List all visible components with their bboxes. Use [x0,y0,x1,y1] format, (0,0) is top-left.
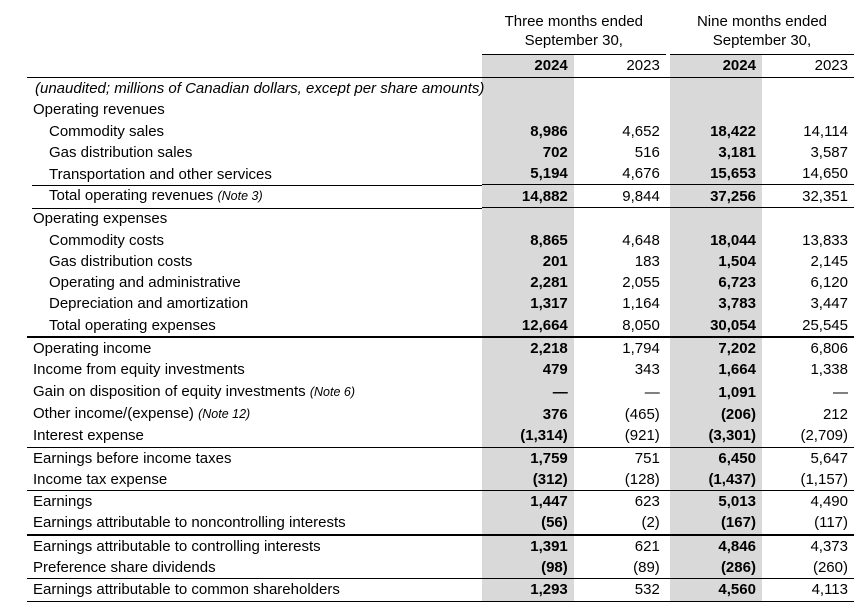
row-label-operating-income [27,338,482,359]
cell-value-c2 [670,208,762,229]
header-group-row [27,12,854,51]
header-year-three-months-2024: 2024 [482,55,574,78]
cell-value-c0: 2,281 [482,272,574,293]
row-label-other-income-expense [27,403,482,425]
cell-value-c0 [482,99,574,120]
row-label-depreciation-and-amortization [27,293,482,314]
row-label-text: Income tax expense [33,470,168,488]
cell-value-c1 [574,208,666,229]
cell-value-c0: (1,314) [482,425,574,447]
cell-value-c2: 7,202 [670,338,762,359]
statement-caption: (unaudited; millions of Canadian dollars, except per share amounts) [35,80,485,97]
caption-shade-cell-1 [670,78,762,99]
cell-value-c2: 4,560 [670,579,762,601]
cell-value-c2: (167) [670,512,762,534]
cell-value-c0: (56) [482,512,574,534]
cell-value-c1: (2) [641,514,660,532]
row-label-text: Commodity costs [49,231,165,249]
cell-value-c2 [670,99,762,120]
caption-shade-cell-0 [482,78,574,99]
cell-value-c0: 1,293 [482,579,574,601]
cell-value-c2: 15,653 [670,163,762,185]
cell-value-c3: (1,157) [800,470,848,488]
cell-value-c1 [574,99,666,120]
cell-value-c1: 8,050 [622,316,660,334]
row-label-text: Commodity sales [49,122,165,140]
row-label-operating-revenues [27,99,482,120]
cell-value-c1: (465) [624,405,660,423]
row-label-operating-and-administrative [27,272,482,293]
cell-value-c0: 8,986 [482,121,574,142]
cell-value-c0: 5,194 [482,163,574,185]
cell-value-c2: 30,054 [670,315,762,337]
cell-value-c1: — [644,383,660,401]
cell-value-c3: 5,647 [810,449,848,467]
table-row [27,185,854,207]
cell-value-c1: 532 [634,581,660,599]
header-year-three-months-2023: 2023 [626,57,660,74]
table-row [27,315,854,337]
cell-value-c0: 1,759 [482,448,574,469]
row-note-reference: (Note 3) [217,189,263,204]
cell-value-c2: 3,181 [670,142,762,163]
cell-value-c1: (921) [624,427,660,445]
table-row [27,536,854,557]
row-label-text: Earnings attributable to noncontrolling interests [33,514,346,532]
table-row [27,512,854,534]
row-label-income-tax-expense [27,469,482,491]
cell-value-c3: 1,338 [810,361,848,379]
row-label-text: Operating revenues [33,101,165,119]
cell-value-c0: 14,882 [482,185,574,207]
table-row [27,99,854,120]
cell-value-c3: 3,587 [810,143,848,161]
row-label-total-operating-expenses [27,315,482,337]
cell-value-c2: 6,450 [670,448,762,469]
cell-value-c2: 3,783 [670,293,762,314]
header-year-blank [27,55,482,78]
cell-value-c2: (1,437) [670,469,762,491]
cell-value-c3 [762,99,854,120]
cell-value-c0: — [482,381,574,403]
row-label-income-from-equity-investments [27,359,482,380]
row-label-text: Depreciation and amortization [49,295,249,313]
row-label-text: Interest expense [33,427,144,445]
cell-value-c0 [482,208,574,229]
cell-value-c3: 212 [822,405,848,423]
cell-value-c1: 1,164 [622,295,660,313]
row-label-commodity-costs [27,230,482,251]
cell-value-c3: 3,447 [810,295,848,313]
cell-value-c0: 8,865 [482,230,574,251]
row-label-text: Transportation and other services [49,165,272,183]
header-group-three-months [482,12,666,51]
cell-value-c0: 702 [482,142,574,163]
table-row [27,121,854,142]
header-year-nine-months-2023: 2023 [814,57,848,74]
cell-value-c3: 6,806 [810,340,848,358]
cell-value-c2: 37,256 [670,185,762,207]
row-label-text: Operating and administrative [49,274,241,292]
cell-value-c3: 14,650 [802,165,848,183]
table-row [27,208,854,229]
cell-value-c2: (286) [670,557,762,579]
cell-value-c1: 343 [634,361,660,379]
row-label-earnings-attributable-to-controlling-interests [27,536,482,557]
row-label-earnings [27,491,482,512]
row-label-text: Gas distribution sales [49,143,193,161]
cell-value-c3: (2,709) [800,427,848,445]
row-label-total-operating-revenues [27,185,482,207]
row-label-gas-distribution-sales [27,142,482,163]
row-label-earnings-before-income-taxes [27,448,482,469]
row-label-text: Earnings before income taxes [33,449,232,467]
cell-value-c3: 14,114 [803,122,848,140]
cell-value-c1: 623 [634,493,660,511]
table-row [27,469,854,491]
row-label-earnings-attributable-to-noncontrolling-interests [27,512,482,534]
cell-value-c2: 18,044 [670,230,762,251]
header-group-three-months-line2: September 30, [524,32,623,49]
cell-value-c1: 751 [634,449,660,467]
table-body [27,78,854,602]
cell-value-c2: 1,504 [670,251,762,272]
cell-value-c1: 2,055 [622,274,660,292]
cell-value-c2: 1,664 [670,359,762,380]
row-label-commodity-sales [27,121,482,142]
table-row [27,142,854,163]
table-row [27,557,854,579]
cell-value-c1: 621 [634,537,660,555]
row-label-gain-on-disposition-of-equity-investments [27,381,482,403]
cell-value-c1: 9,844 [622,187,660,205]
table-row [27,293,854,314]
cell-value-c0: (98) [482,557,574,579]
cell-value-c1: 1,794 [622,340,660,358]
table-row [27,359,854,380]
row-label-text: Income from equity investments [33,361,245,379]
row-note-reference: (Note 6) [309,384,355,399]
row-label-earnings-attributable-to-common-shareholders [27,579,482,601]
table-row [27,381,854,403]
cell-value-c1: 4,652 [622,122,660,140]
row-label-text: Earnings attributable to common shareholders [33,581,340,599]
header-group-nine-months-line1: Nine months ended [696,13,828,30]
cell-value-c2: 18,422 [670,121,762,142]
row-label-text: Earnings [33,493,93,511]
table-row [27,403,854,425]
caption-row [27,78,854,99]
cell-value-c3: 4,373 [810,537,848,555]
header-blank [27,12,482,51]
cell-value-c0: 201 [482,251,574,272]
row-label-text: Total operating revenues [49,187,214,205]
table-row [27,251,854,272]
table-row [27,338,854,359]
cell-value-c1: 4,676 [622,165,660,183]
caption-blank-cell [762,78,854,99]
table-row [27,579,854,601]
table-row [27,272,854,293]
header-year-nine-months-2024: 2024 [670,55,762,78]
table-header [27,12,854,78]
financial-table [27,12,854,602]
cell-value-c1: (128) [624,470,660,488]
cell-value-c3: 2,145 [810,252,848,270]
cell-value-c2: 4,846 [670,536,762,557]
row-label-transportation-and-other-services [27,163,482,185]
table-row [27,230,854,251]
row-label-preference-share-dividends [27,557,482,579]
cell-value-c0: 1,447 [482,491,574,512]
income-statement [0,12,857,599]
cell-value-c1: 183 [634,252,660,270]
row-label-text: Operating income [33,340,152,358]
cell-value-c3: 4,490 [810,493,848,511]
cell-value-c2: 6,723 [670,272,762,293]
row-label-text: Earnings attributable to controlling interests [33,537,321,555]
cell-value-c0: 12,664 [482,315,574,337]
cell-value-c3: 25,545 [802,316,848,334]
cell-value-c2: (3,301) [670,425,762,447]
cell-value-c2: 1,091 [670,381,762,403]
cell-value-c3: 6,120 [810,274,848,292]
cell-value-c3: (260) [812,559,848,577]
cell-value-c3: — [833,383,848,401]
row-label-operating-expenses [27,208,482,229]
row-note-reference: (Note 12) [198,406,251,421]
cell-value-c1: (89) [633,559,660,577]
table-row [27,448,854,469]
caption-blank-cell [574,78,666,99]
cell-value-c1: 516 [634,143,660,161]
header-group-nine-months [670,12,854,51]
table-row [27,425,854,447]
cell-value-c0: 376 [482,403,574,425]
header-year-row [27,55,854,78]
cell-value-c3: 32,351 [802,187,848,205]
table-row [27,491,854,512]
header-group-nine-months-line2: September 30, [712,32,812,49]
cell-value-c3: 4,113 [811,581,848,599]
cell-value-c0: (312) [482,469,574,491]
cell-value-c1: 4,648 [622,231,660,249]
header-group-three-months-line1: Three months ended [504,13,643,30]
cell-value-c2: (206) [670,403,762,425]
cell-value-c0: 1,317 [482,293,574,314]
table-row [27,163,854,185]
row-label-text: Gain on disposition of equity investments [33,382,306,400]
cell-value-c3: 13,833 [802,231,848,249]
row-label-text: Other income/(expense) [33,404,194,422]
cell-value-c0: 2,218 [482,338,574,359]
cell-value-c0: 1,391 [482,536,574,557]
cell-value-c2: 5,013 [670,491,762,512]
row-label-text: Preference share dividends [33,559,216,577]
cell-value-c3 [762,208,854,229]
row-label-text: Gas distribution costs [49,252,193,270]
cell-value-c3: (117) [814,514,848,532]
cell-value-c0: 479 [482,359,574,380]
row-label-gas-distribution-costs [27,251,482,272]
row-label-text: Total operating expenses [49,316,216,334]
row-label-interest-expense [27,425,482,447]
row-label-text: Operating expenses [33,210,168,228]
